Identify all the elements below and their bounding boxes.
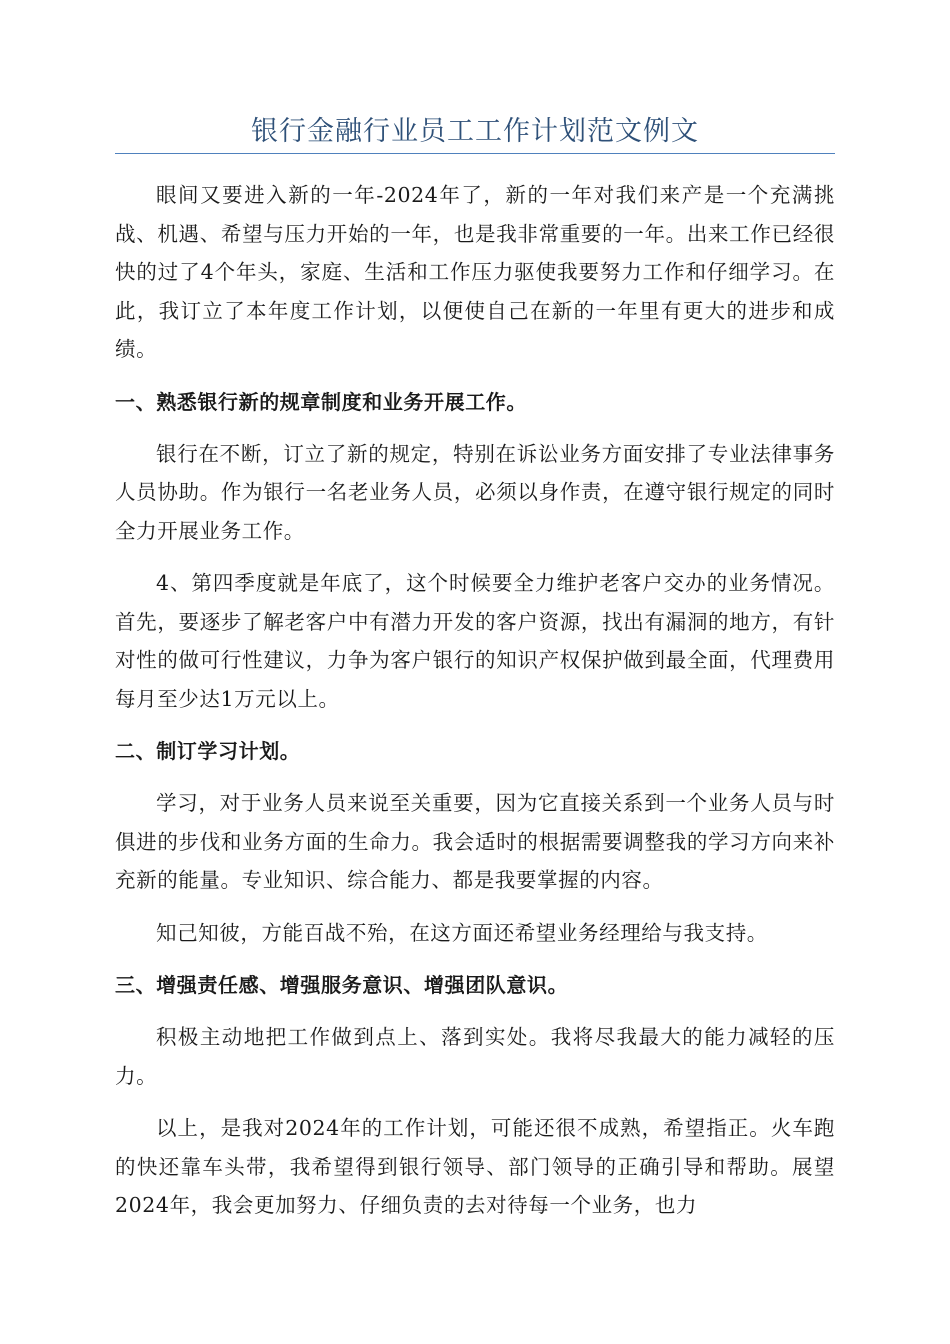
- paragraph: 知己知彼，方能百战不殆，在这方面还希望业务经理给与我支持。: [156, 920, 768, 945]
- paragraph: 银行在不断，订立了新的规定，特别在诉讼业务方面安排了专业法律事务人员协助。作为银行一名老业务人员，必须以身作责，在遵守银行规定的同时全力开展业务工作。: [115, 441, 835, 543]
- section-heading-1: 一、熟悉银行新的规章制度和业务开展工作。: [115, 389, 527, 414]
- paragraph: 学习，对于业务人员来说至关重要，因为它直接关系到一个业务人员与时俱进的步伐和业务方面的生命力。我会适时的根据需要调整我的学习方向来补充新的能量。专业知识、综合能力、都是我要掌握的内容。: [115, 791, 835, 892]
- section-heading-2: 二、制订学习计划。: [115, 739, 301, 763]
- paragraph: 4、第四季度就是年底了，这个时候要全力维护老客户交办的业务情况。首先，要逐步了解老客户中有潜力开发的客户资源，找出有漏洞的地方，有针对性的做可行性建议，力争为客户银行的知识产权保护做到最全面，代理费用每月至少达1万元以上。: [115, 571, 835, 711]
- intro-paragraph: 眼间又要进入新的一年-2024年了，新的一年对我们来产是一个充满挑战、机遇、希望与压力开始的一年，也是我非常重要的一年。出来工作已经很快的过了4个年头，家庭、生活和工作压力驱使我要努力工作和仔细学习。在此，我订立了本年度工作计划，以便使自己在新的一年里有更大的进步和成绩。: [115, 183, 835, 361]
- document-body: [115, 176, 835, 1225]
- document-title: 银行金融行业员工工作计划范文例文: [251, 116, 699, 147]
- title-underline: [115, 153, 835, 154]
- paragraph: 以上，是我对2024年的工作计划，可能还很不成熟，希望指正。火车跑的快还靠车头带，我希望得到银行领导、部门领导的正确引导和帮助。展望2024年，我会更加努力、仔细负责的去对待每一个业务，也力: [115, 1116, 835, 1217]
- section-heading-3: 三、增强责任感、增强服务意识、增强团队意识。: [115, 973, 569, 997]
- paragraph: 积极主动地把工作做到点上、落到实处。我将尽我最大的能力减轻的压力。: [115, 1025, 835, 1088]
